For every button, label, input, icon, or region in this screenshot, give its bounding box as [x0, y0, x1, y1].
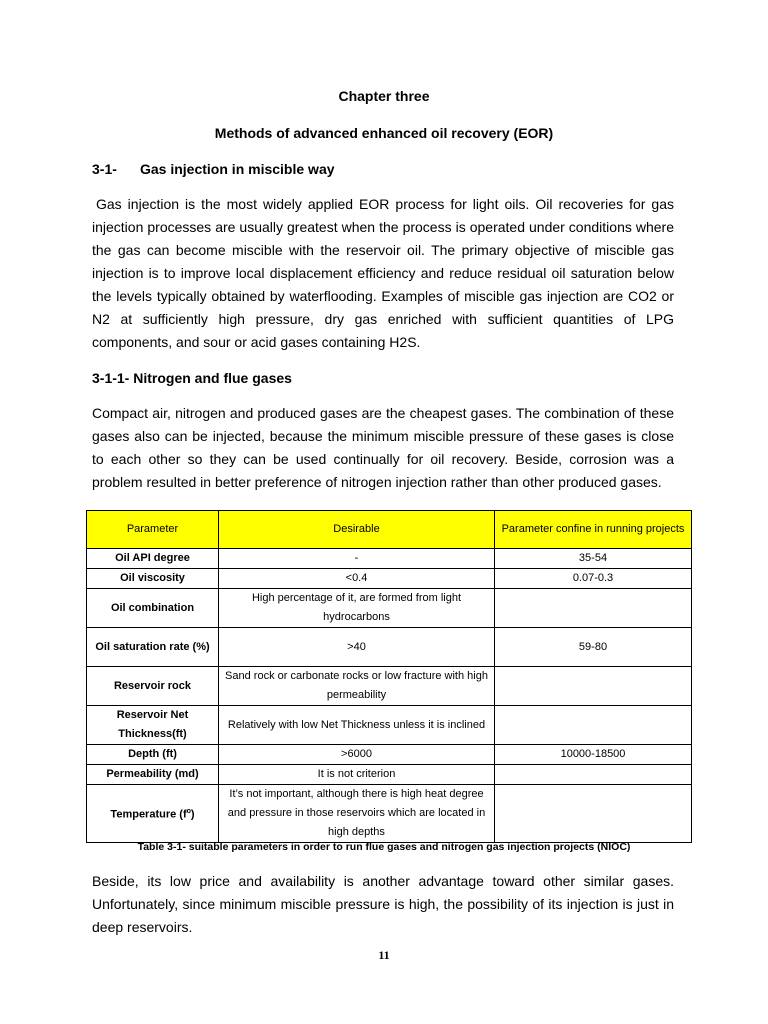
closing-paragraph: Beside, its low price and availability is another advantage toward other similar gases. Unfortunately, since minimum miscible pressure is high, the possibility of its injection is just in deep reservoirs. — [92, 873, 674, 935]
page-number: 11 — [378, 948, 390, 962]
cell-desirable: High percentage of it, are formed from light hydrocarbons — [219, 589, 495, 628]
cell-parameter: Depth (ft) — [87, 745, 219, 765]
section-number: 3-1- — [92, 161, 117, 177]
cell-parameter: Reservoir Net Thickness(ft) — [87, 706, 219, 745]
temperature-label-close: ) — [190, 808, 195, 821]
chapter-title: Chapter three — [338, 88, 430, 104]
cell-confine: 10000-18500 — [495, 745, 692, 765]
table-header-row — [87, 511, 692, 549]
cell-parameter: Reservoir rock — [87, 667, 219, 706]
cell-desirable: - — [219, 549, 495, 569]
table-row — [87, 667, 692, 706]
cell-desirable: <0.4 — [219, 569, 495, 589]
cell-desirable: >40 — [219, 628, 495, 667]
cell-confine — [495, 785, 692, 843]
header-parameter: Parameter — [87, 511, 219, 549]
table-row — [87, 569, 692, 589]
cell-parameter: Oil API degree — [87, 549, 219, 569]
cell-desirable: >6000 — [219, 745, 495, 765]
temperature-label: Temperature (f — [110, 808, 187, 821]
table-row — [87, 628, 692, 667]
cell-desirable: Sand rock or carbonate rocks or low fracture with high permeability — [219, 667, 495, 706]
cell-parameter: Oil saturation rate (%) — [87, 628, 219, 667]
table-row — [87, 785, 692, 843]
cell-parameter: Permeability (md) — [87, 765, 219, 785]
parameters-table — [86, 510, 692, 843]
cell-desirable: Relatively with low Net Thickness unless it is inclined — [219, 706, 495, 745]
chapter-subtitle: Methods of advanced enhanced oil recovery (EOR) — [214, 125, 554, 141]
section-title: Gas injection in miscible way — [140, 161, 335, 177]
table-row — [87, 745, 692, 765]
section-paragraph-nitrogen: Compact air, nitrogen and produced gases are the cheapest gases. The combination of these gases also can be injected, because the minimum miscible pressure of these gases is close to each other so they can be used continually for oil recovery. Beside, corrosion was a problem resulted in better preference of nitrogen injection rather than other produced gases. — [92, 405, 674, 490]
cell-confine: 35-54 — [495, 549, 692, 569]
section-paragraph-gas-injection: Gas injection is the most widely applied EOR process for light oils. Oil recoveries for gas injection processes are usually greatest when the process is operated under conditions where the gas can become miscible with the reservoir oil. The primary objective of miscible gas injection is to improve local displacement efficiency and reduce residual oil saturation below the levels typically obtained by waterflooding. Examples of miscible gas injection are CO2 or N2 at sufficiently high pressure, dry gas enriched with sufficient quantities of LPG components, and sour or acid gases containing H2S. — [92, 196, 674, 350]
cell-parameter: Oil viscosity — [87, 569, 219, 589]
cell-desirable: It’s not important, although there is high heat degree and pressure in those reservoirs which are located in high depths — [219, 785, 495, 843]
table-row — [87, 706, 692, 745]
cell-confine: 59-80 — [495, 628, 692, 667]
header-desirable: Desirable — [219, 511, 495, 549]
section-heading-3-1 — [92, 161, 335, 177]
degree-superscript: o — [186, 808, 191, 816]
cell-confine — [495, 765, 692, 785]
cell-confine — [495, 706, 692, 745]
cell-confine: 0.07-0.3 — [495, 569, 692, 589]
table-caption: Table 3-1- suitable parameters in order to run flue gases and nitrogen gas injection projects (NIOC) — [137, 841, 631, 853]
cell-parameter — [87, 785, 219, 843]
header-confine: Parameter confine in running projects — [495, 511, 692, 549]
table-row — [87, 765, 692, 785]
cell-confine — [495, 589, 692, 628]
table-row — [87, 549, 692, 569]
table-row — [87, 589, 692, 628]
cell-desirable: It is not criterion — [219, 765, 495, 785]
section-heading-3-1-1: 3-1-1- Nitrogen and flue gases — [92, 370, 292, 386]
cell-parameter: Oil combination — [87, 589, 219, 628]
cell-confine — [495, 667, 692, 706]
